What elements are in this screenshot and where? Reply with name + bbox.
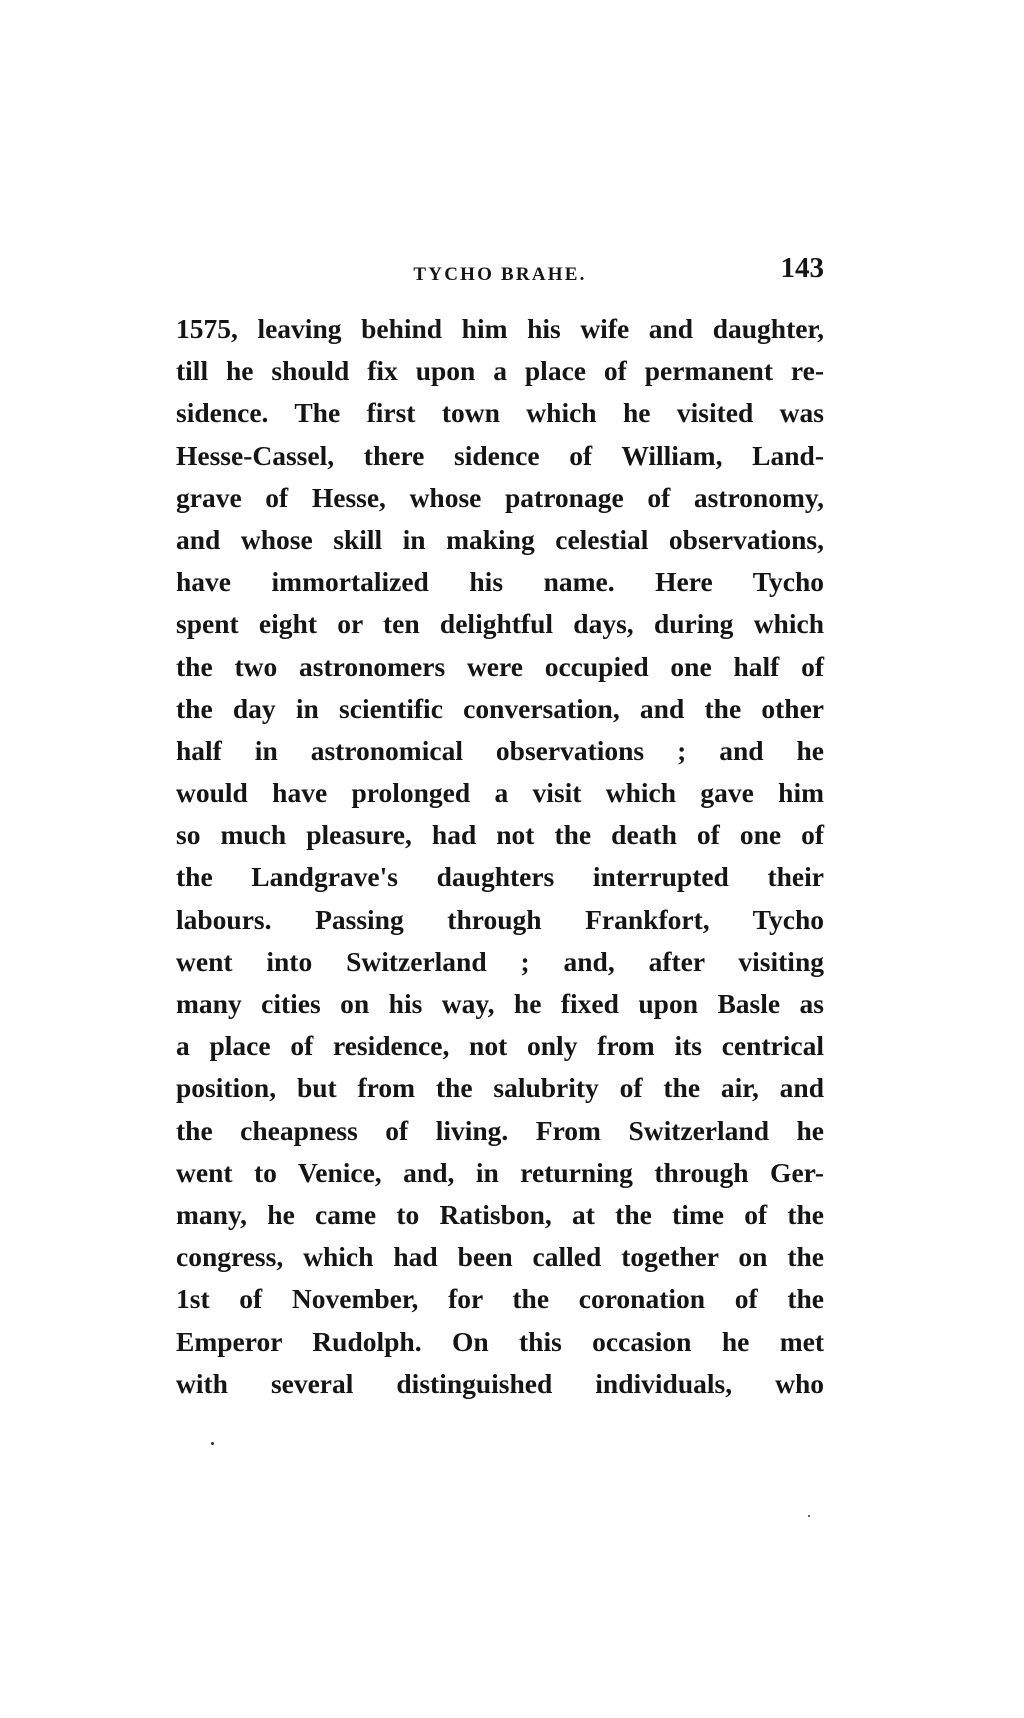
text-line: the cheapness of living. From Switzerland he <box>176 1114 824 1146</box>
text-line: position, but from the salubrity of the air, and <box>176 1072 824 1104</box>
text-line: congress, which had been called together on the <box>176 1241 824 1273</box>
text-line: sidence. The first town which he visited was <box>176 397 824 429</box>
text-line: many cities on his way, he fixed upon Basle as <box>176 988 824 1019</box>
text-line: went to Venice, and, in returning through Ger- <box>176 1156 824 1188</box>
text-line: have immortalized his name. Here Tycho <box>176 566 824 598</box>
ink-speck <box>211 1442 214 1445</box>
running-header <box>176 252 824 292</box>
text-line: went into Switzerland ; and, after visiting <box>176 945 824 977</box>
text-line: the day in scientific conversation, and the other <box>176 692 824 724</box>
ink-speck <box>808 1515 810 1517</box>
text-line: so much pleasure, had not the death of one of <box>176 819 824 851</box>
text-line: till he should fix upon a place of permanent re- <box>176 355 824 387</box>
text-line: labours. Passing through Frankfort, Tycho <box>176 903 824 935</box>
text-line: spent eight or ten delightful days, during which <box>176 608 824 640</box>
body-text <box>176 308 824 1405</box>
text-line: 1575, leaving behind him his wife and daughter, <box>176 313 824 344</box>
text-line: 1st of November, for the coronation of the <box>176 1283 824 1315</box>
running-title: TYCHO BRAHE. <box>413 264 587 285</box>
text-line: Emperor Rudolph. On this occasion he met <box>176 1325 824 1357</box>
text-line: Hesse-Cassel, there sidence of William, Land- <box>176 439 824 471</box>
text-line: with several distinguished individuals, who <box>176 1367 824 1399</box>
text-line: half in astronomical observations ; and he <box>176 734 824 766</box>
text-line: would have prolonged a visit which gave him <box>176 777 824 809</box>
text-line: a place of residence, not only from its centrical <box>176 1030 824 1062</box>
text-line: the two astronomers were occupied one half of <box>176 650 824 682</box>
text-line: the Landgrave's daughters interrupted their <box>176 861 824 893</box>
text-line: many, he came to Ratisbon, at the time of the <box>176 1198 824 1230</box>
page-number: 143 <box>780 252 824 284</box>
text-line: grave of Hesse, whose patronage of astronomy, <box>176 481 824 513</box>
text-line: and whose skill in making celestial observations, <box>176 523 824 555</box>
